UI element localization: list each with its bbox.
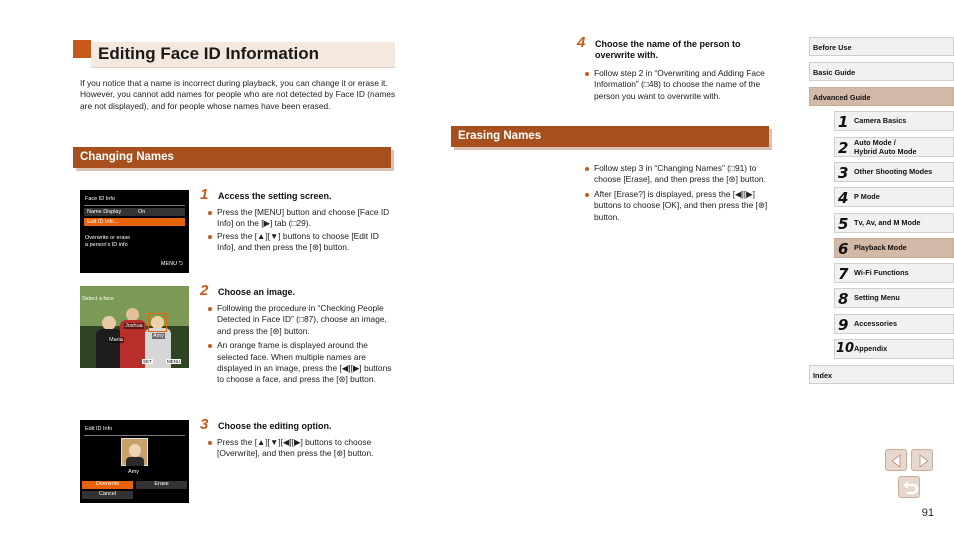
screen-divider (84, 435, 185, 436)
step-title: Choose an image. (218, 287, 296, 297)
step-number: 4 (577, 34, 586, 51)
chapter-number: 2 (838, 139, 849, 157)
step-title: Choose the editing option. (218, 421, 332, 431)
option-erase: Erase (136, 481, 187, 489)
bullet-icon (208, 307, 212, 311)
step-number: 3 (200, 416, 209, 433)
chapter-label: Playback Mode (854, 243, 907, 252)
chapter-label: Accessories (854, 319, 898, 328)
page-number: 91 (921, 507, 934, 519)
intro-paragraph-2: However, you cannot add names for people who are not detected by Face ID (names are not displayed), and for people whose names have been erased. (80, 89, 396, 111)
chapter-label: Appendix (854, 344, 888, 353)
face-maria (102, 316, 116, 330)
previous-page-button[interactable] (885, 449, 907, 471)
face-thumbnail-body (126, 457, 144, 466)
nav-chapter-6[interactable] (834, 238, 954, 258)
bullet-icon (585, 167, 589, 171)
nav-chapter-2[interactable] (834, 137, 954, 157)
person-body (96, 329, 122, 368)
option-overwrite: Overwrite (82, 481, 133, 489)
name-tag: Joshua (125, 323, 143, 329)
arrow-left-icon (886, 450, 908, 472)
arrow-right-icon (912, 450, 934, 472)
screen-title: Face ID Info (85, 196, 115, 202)
camera-screen-face-id-info (80, 190, 189, 273)
nav-chapter-9[interactable] (834, 314, 954, 334)
menu-row-label: Edit ID Info... (87, 219, 119, 225)
intro-paragraph-1: If you notice that a name is incorrect during playback, you can change it or erase it. (80, 78, 388, 88)
step-1-bullets (208, 207, 398, 255)
nav-chapter-3[interactable] (834, 162, 954, 182)
face-thumbnail (121, 438, 148, 466)
return-arrow-icon (899, 477, 921, 499)
nav-chapter-8[interactable] (834, 288, 954, 308)
return-button[interactable] (898, 476, 920, 498)
bullet-icon (585, 193, 589, 197)
step-number: 1 (200, 186, 209, 203)
name-tag: Maria (109, 337, 123, 343)
bullet-item: Following the procedure in “Checking People Detected in Face ID” (□87), choose an image, and press the [⊛] button. (208, 303, 398, 337)
camera-screen-edit-id-info (80, 420, 189, 503)
erasing-bullets (585, 163, 775, 224)
menu-row-label: Name Display (87, 209, 122, 215)
step-number: 2 (200, 282, 209, 299)
name-tag: Amy (153, 333, 164, 339)
bullet-icon (208, 441, 212, 445)
footer-menu-badge: MENU (167, 359, 181, 364)
menu-row-edit-id-info (84, 218, 185, 226)
chapter-number: 4 (838, 189, 849, 207)
nav-chapter-7[interactable] (834, 263, 954, 283)
screen-divider (84, 205, 185, 206)
step-2-bullets (208, 303, 398, 387)
bullet-icon (585, 72, 589, 76)
chapter-number: 3 (838, 164, 849, 182)
step-3-bullets (208, 437, 398, 461)
nav-chapter-1[interactable] (834, 111, 954, 131)
bullet-item: Press the [▲][▼] buttons to choose [Edit ID Info], and then press the [⊛] button. (208, 231, 398, 254)
bullet-icon (208, 211, 212, 215)
face-thumbnail-face (129, 444, 141, 457)
chapter-number: 5 (838, 215, 849, 233)
menu-row-name-display (84, 208, 185, 216)
chapter-number: 6 (838, 240, 849, 258)
page-title: Editing Face ID Information (98, 44, 320, 63)
screen-help-line-1: Overwrite or erase (85, 235, 131, 241)
bullet-item: An orange frame is displayed around the selected face. When multiple names are displayed in an image, press the [◀][▶] buttons to choose a face, and press the [⊛] button. (208, 340, 398, 386)
nav-chapter-4[interactable] (834, 187, 954, 207)
bullet-item: Follow step 2 in “Overwriting and Adding Face Information” (□48) to choose the name of the person you want to overwrite with. (585, 68, 775, 102)
chapter-number: 1 (838, 113, 849, 131)
bullet-item: After [Erase?] is displayed, press the [◀][▶] buttons to choose [OK], and then press the [⊛] button. (585, 189, 775, 223)
bullet-item: Follow step 3 in “Changing Names” (□91) to choose [Erase], and then press the [⊛] button. (585, 163, 775, 186)
screen-help-line-2: a person's ID info (85, 242, 128, 248)
chapter-label: Tv, Av, and M Mode (854, 218, 921, 227)
bullet-icon (208, 344, 212, 348)
footer-set-badge: SET (143, 359, 152, 364)
nav-before-use[interactable]: Before Use (809, 37, 954, 56)
screen-title: Edit ID Info (85, 426, 113, 432)
screen-title: Select a face (82, 296, 114, 302)
bullet-item: Press the [▲][▼][◀][▶] buttons to choose [Overwrite], and then press the [⊛] button. (208, 437, 398, 460)
step-4-bullets (585, 68, 775, 103)
chapter-number: 7 (838, 265, 849, 283)
step-title: Access the setting screen. (218, 191, 332, 201)
bullet-icon (208, 235, 212, 239)
intro-text (80, 78, 398, 112)
option-cancel: Cancel (82, 491, 133, 499)
camera-screen-select-face (80, 286, 189, 368)
nav-advanced-guide[interactable]: Advanced Guide (809, 87, 954, 106)
chapter-label: Camera Basics (854, 116, 907, 125)
step-title: Choose the name of the person to overwrite with. (595, 39, 741, 60)
chapter-number: 10 (836, 341, 855, 356)
chapter-number: 9 (838, 316, 849, 334)
chapter-label: Other Shooting Modes (854, 167, 933, 176)
next-page-button[interactable] (911, 449, 933, 471)
chapter-number: 8 (838, 290, 849, 308)
screen-footer-menu: MENU ⮌ (160, 261, 183, 267)
section-header-erasing-names: Erasing Names (451, 126, 769, 147)
nav-index[interactable]: Index (809, 365, 954, 384)
chapter-label: Auto Mode / Hybrid Auto Mode (854, 138, 917, 156)
title-marker (73, 40, 91, 58)
orange-face-frame (148, 313, 167, 332)
section-header-changing-names: Changing Names (73, 147, 391, 168)
nav-basic-guide[interactable]: Basic Guide (809, 62, 954, 81)
nav-chapter-5[interactable] (834, 213, 954, 233)
person-name: Amy (128, 469, 139, 475)
chapter-label: Setting Menu (854, 293, 900, 302)
chapter-label: Wi-Fi Functions (854, 268, 909, 277)
menu-row-value: On (138, 209, 146, 215)
bullet-item: Press the [MENU] button and choose [Face ID Info] on the [▶] tab (□29). (208, 207, 398, 230)
chapter-label: P Mode (854, 192, 880, 201)
nav-chapter-10[interactable] (834, 339, 954, 359)
